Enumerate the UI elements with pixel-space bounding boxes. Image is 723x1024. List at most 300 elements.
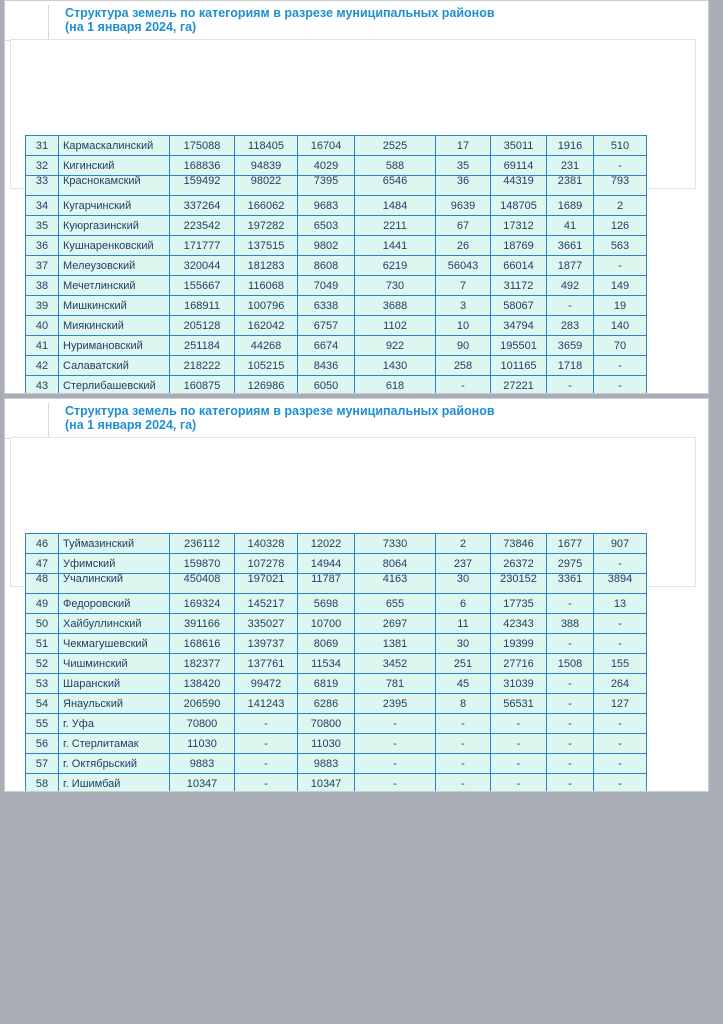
value-cell: 162042 <box>235 316 298 336</box>
value-cell: 320044 <box>170 256 235 276</box>
value-cell: 42343 <box>491 614 547 634</box>
value-cell: 8069 <box>298 634 355 654</box>
value-cell: 140328 <box>235 534 298 554</box>
value-cell: 2 <box>594 196 647 216</box>
value-cell: 4029 <box>298 156 355 176</box>
district-name-cell: Шаранский <box>59 674 170 694</box>
value-cell: 11 <box>436 614 491 634</box>
value-cell: 205128 <box>170 316 235 336</box>
value-cell: 907 <box>594 534 647 554</box>
value-cell: 6219 <box>355 256 436 276</box>
value-cell: 31172 <box>491 276 547 296</box>
value-cell: - <box>491 714 547 734</box>
value-cell: 7 <box>436 276 491 296</box>
value-cell: 6674 <box>298 336 355 356</box>
district-name-cell: Миякинский <box>59 316 170 336</box>
district-name-cell: г. Стерлитамак <box>59 734 170 754</box>
value-cell: 218222 <box>170 356 235 376</box>
slide-title <box>65 6 495 34</box>
value-cell: - <box>594 634 647 654</box>
value-cell: 655 <box>355 594 436 614</box>
value-cell: - <box>547 694 594 714</box>
table-row <box>26 196 647 216</box>
value-cell: 105215 <box>235 356 298 376</box>
district-name-cell: Стерлибашевский <box>59 376 170 395</box>
slide-corner-box <box>5 403 49 439</box>
row-number-cell: 32 <box>26 156 59 176</box>
value-cell: 140 <box>594 316 647 336</box>
land-table-wrap <box>25 135 647 394</box>
value-cell: 264 <box>594 674 647 694</box>
value-cell: 6286 <box>298 694 355 714</box>
district-name-cell: Куюргазинский <box>59 216 170 236</box>
value-cell: 67 <box>436 216 491 236</box>
value-cell: 781 <box>355 674 436 694</box>
value-cell: 100796 <box>235 296 298 316</box>
value-cell: 2395 <box>355 694 436 714</box>
value-cell: - <box>547 634 594 654</box>
value-cell: 5698 <box>298 594 355 614</box>
value-cell: 10347 <box>298 774 355 793</box>
value-cell: 137515 <box>235 236 298 256</box>
value-cell: 3688 <box>355 296 436 316</box>
value-cell: 922 <box>355 336 436 356</box>
value-cell: - <box>355 714 436 734</box>
value-cell: - <box>436 774 491 793</box>
district-name-cell: Кушнаренковский <box>59 236 170 256</box>
value-cell: 6 <box>436 594 491 614</box>
value-cell: 11534 <box>298 654 355 674</box>
value-cell: 1102 <box>355 316 436 336</box>
row-number-cell: 42 <box>26 356 59 376</box>
land-table-wrap <box>25 533 647 792</box>
table-row <box>26 256 647 276</box>
value-cell: 45 <box>436 674 491 694</box>
value-cell: 27716 <box>491 654 547 674</box>
value-cell: 1441 <box>355 236 436 256</box>
table-row <box>26 634 647 654</box>
row-number-cell: 37 <box>26 256 59 276</box>
value-cell: 2211 <box>355 216 436 236</box>
value-cell: - <box>594 614 647 634</box>
value-cell: - <box>436 376 491 395</box>
value-cell: 141243 <box>235 694 298 714</box>
land-table <box>25 533 647 792</box>
value-cell: 139737 <box>235 634 298 654</box>
value-cell: 19399 <box>491 634 547 654</box>
row-number-cell: 49 <box>26 594 59 614</box>
value-cell: 101165 <box>491 356 547 376</box>
row-number-cell: 58 <box>26 774 59 793</box>
value-cell: 10347 <box>170 774 235 793</box>
value-cell: 11030 <box>298 734 355 754</box>
row-number-cell: 31 <box>26 136 59 156</box>
value-cell: 159870 <box>170 554 235 574</box>
row-number-cell: 55 <box>26 714 59 734</box>
value-cell: 70 <box>594 336 647 356</box>
value-cell: 166062 <box>235 196 298 216</box>
value-cell: 181283 <box>235 256 298 276</box>
value-cell: 7049 <box>298 276 355 296</box>
value-cell: 138420 <box>170 674 235 694</box>
value-cell: 168616 <box>170 634 235 654</box>
value-cell: 588 <box>355 156 436 176</box>
slide-2 <box>4 398 709 792</box>
value-cell: 27221 <box>491 376 547 395</box>
district-name-cell: Янаульский <box>59 694 170 714</box>
slide-corner-box <box>5 5 49 41</box>
district-name-cell: Кармаскалинский <box>59 136 170 156</box>
row-number-cell: 35 <box>26 216 59 236</box>
value-cell: 17312 <box>491 216 547 236</box>
value-cell: 251 <box>436 654 491 674</box>
value-cell: 9639 <box>436 196 491 216</box>
value-cell: 17735 <box>491 594 547 614</box>
district-name-cell: Чишминский <box>59 654 170 674</box>
value-cell: 30 <box>436 574 491 594</box>
value-cell: 388 <box>547 614 594 634</box>
table-row <box>26 734 647 754</box>
value-cell: 137761 <box>235 654 298 674</box>
row-number-cell: 50 <box>26 614 59 634</box>
value-cell: 126 <box>594 216 647 236</box>
value-cell: 145217 <box>235 594 298 614</box>
value-cell: 6338 <box>298 296 355 316</box>
district-name-cell: г. Ишимбай <box>59 774 170 793</box>
value-cell: 2381 <box>547 176 594 196</box>
row-number-cell: 52 <box>26 654 59 674</box>
row-number-cell: 34 <box>26 196 59 216</box>
value-cell: - <box>436 754 491 774</box>
value-cell: 148705 <box>491 196 547 216</box>
table-row <box>26 714 647 734</box>
title-line-2: (на 1 января 2024, га) <box>65 418 197 432</box>
table-row <box>26 236 647 256</box>
district-name-cell: г. Октябрьский <box>59 754 170 774</box>
value-cell: 4163 <box>355 574 436 594</box>
district-name-cell: Салаватский <box>59 356 170 376</box>
value-cell: 116068 <box>235 276 298 296</box>
value-cell: 450408 <box>170 574 235 594</box>
value-cell: 90 <box>436 336 491 356</box>
value-cell: 223542 <box>170 216 235 236</box>
value-cell: 258 <box>436 356 491 376</box>
value-cell: 197021 <box>235 574 298 594</box>
value-cell: 155667 <box>170 276 235 296</box>
row-number-cell: 54 <box>26 694 59 714</box>
value-cell: 41 <box>547 216 594 236</box>
value-cell: 3361 <box>547 574 594 594</box>
value-cell: 11787 <box>298 574 355 594</box>
value-cell: 1430 <box>355 356 436 376</box>
value-cell: - <box>594 156 647 176</box>
value-cell: 1689 <box>547 196 594 216</box>
value-cell: - <box>491 734 547 754</box>
value-cell: - <box>355 754 436 774</box>
row-number-cell: 57 <box>26 754 59 774</box>
value-cell: 155 <box>594 654 647 674</box>
value-cell: - <box>594 734 647 754</box>
value-cell: 44268 <box>235 336 298 356</box>
value-cell: 168911 <box>170 296 235 316</box>
table-row <box>26 376 647 395</box>
value-cell: 391166 <box>170 614 235 634</box>
value-cell: 18769 <box>491 236 547 256</box>
value-cell: 1484 <box>355 196 436 216</box>
value-cell: 8 <box>436 694 491 714</box>
title-line-1: Структура земель по категориям в разрезе муниципальных районов <box>65 6 495 20</box>
value-cell: 251184 <box>170 336 235 356</box>
table-row <box>26 594 647 614</box>
value-cell: 231 <box>547 156 594 176</box>
value-cell: 6050 <box>298 376 355 395</box>
value-cell: 9683 <box>298 196 355 216</box>
value-cell: 9802 <box>298 236 355 256</box>
value-cell: 169324 <box>170 594 235 614</box>
value-cell: 94839 <box>235 156 298 176</box>
table-row <box>26 296 647 316</box>
district-name-cell: Кигинский <box>59 156 170 176</box>
table-row <box>26 136 647 156</box>
value-cell: - <box>491 774 547 793</box>
value-cell: - <box>547 774 594 793</box>
table-row <box>26 774 647 793</box>
value-cell: 107278 <box>235 554 298 574</box>
value-cell: - <box>547 376 594 395</box>
table-row <box>26 156 647 176</box>
value-cell: - <box>594 754 647 774</box>
table-row <box>26 336 647 356</box>
value-cell: - <box>235 754 298 774</box>
row-number-cell: 38 <box>26 276 59 296</box>
table-row <box>26 754 647 774</box>
value-cell: 13 <box>594 594 647 614</box>
district-name-cell: Мишкинский <box>59 296 170 316</box>
value-cell: 492 <box>547 276 594 296</box>
table-row <box>26 614 647 634</box>
land-table <box>25 135 647 394</box>
row-number-cell: 53 <box>26 674 59 694</box>
value-cell: 9883 <box>298 754 355 774</box>
value-cell: 70800 <box>170 714 235 734</box>
value-cell: 3 <box>436 296 491 316</box>
value-cell: 236112 <box>170 534 235 554</box>
value-cell: - <box>235 714 298 734</box>
value-cell: 1877 <box>547 256 594 276</box>
row-number-cell: 43 <box>26 376 59 395</box>
table-row <box>26 694 647 714</box>
value-cell: - <box>594 554 647 574</box>
value-cell: 160875 <box>170 376 235 395</box>
row-number-cell: 39 <box>26 296 59 316</box>
value-cell: 2 <box>436 534 491 554</box>
value-cell: 1718 <box>547 356 594 376</box>
value-cell: 34794 <box>491 316 547 336</box>
value-cell: 10700 <box>298 614 355 634</box>
value-cell: - <box>436 734 491 754</box>
value-cell: 8064 <box>355 554 436 574</box>
row-number-cell: 36 <box>26 236 59 256</box>
value-cell: 197282 <box>235 216 298 236</box>
value-cell: 127 <box>594 694 647 714</box>
table-row <box>26 176 647 196</box>
value-cell: 6503 <box>298 216 355 236</box>
value-cell: 182377 <box>170 654 235 674</box>
value-cell: 206590 <box>170 694 235 714</box>
table-row <box>26 674 647 694</box>
title-line-2: (на 1 января 2024, га) <box>65 20 197 34</box>
value-cell: 118405 <box>235 136 298 156</box>
value-cell: - <box>355 734 436 754</box>
row-number-cell: 51 <box>26 634 59 654</box>
value-cell: 2525 <box>355 136 436 156</box>
value-cell: 159492 <box>170 176 235 196</box>
value-cell: - <box>547 674 594 694</box>
value-cell: 1916 <box>547 136 594 156</box>
row-number-cell: 41 <box>26 336 59 356</box>
value-cell: 337264 <box>170 196 235 216</box>
value-cell: 70800 <box>298 714 355 734</box>
value-cell: - <box>235 734 298 754</box>
value-cell: 175088 <box>170 136 235 156</box>
value-cell: 16704 <box>298 136 355 156</box>
value-cell: 168836 <box>170 156 235 176</box>
value-cell: 149 <box>594 276 647 296</box>
value-cell: 6546 <box>355 176 436 196</box>
value-cell: 98022 <box>235 176 298 196</box>
table-row <box>26 356 647 376</box>
district-name-cell: Федоровский <box>59 594 170 614</box>
value-cell: 563 <box>594 236 647 256</box>
table-row <box>26 574 647 594</box>
district-name-cell: Нуримановский <box>59 336 170 356</box>
row-number-cell: 40 <box>26 316 59 336</box>
value-cell: 1677 <box>547 534 594 554</box>
value-cell: 44319 <box>491 176 547 196</box>
value-cell: - <box>547 714 594 734</box>
value-cell: 17 <box>436 136 491 156</box>
table-row <box>26 554 647 574</box>
value-cell: 26 <box>436 236 491 256</box>
table-row <box>26 316 647 336</box>
value-cell: 56531 <box>491 694 547 714</box>
slide-1 <box>4 0 709 394</box>
table-row <box>26 216 647 236</box>
table-row <box>26 654 647 674</box>
value-cell: 6757 <box>298 316 355 336</box>
value-cell: 3894 <box>594 574 647 594</box>
value-cell: 618 <box>355 376 436 395</box>
value-cell: 1508 <box>547 654 594 674</box>
value-cell: 7395 <box>298 176 355 196</box>
value-cell: 35 <box>436 156 491 176</box>
value-cell: - <box>491 754 547 774</box>
value-cell: 7330 <box>355 534 436 554</box>
value-cell: 69114 <box>491 156 547 176</box>
value-cell: 11030 <box>170 734 235 754</box>
value-cell: 6819 <box>298 674 355 694</box>
value-cell: 30 <box>436 634 491 654</box>
value-cell: 793 <box>594 176 647 196</box>
district-name-cell: Мечетлинский <box>59 276 170 296</box>
value-cell: 510 <box>594 136 647 156</box>
row-number-cell: 48 <box>26 574 59 594</box>
value-cell: 2697 <box>355 614 436 634</box>
district-name-cell: Кугарчинский <box>59 196 170 216</box>
district-name-cell: г. Уфа <box>59 714 170 734</box>
district-name-cell: Учалинский <box>59 574 170 594</box>
value-cell: 3452 <box>355 654 436 674</box>
value-cell: 56043 <box>436 256 491 276</box>
value-cell: - <box>594 256 647 276</box>
value-cell: 19 <box>594 296 647 316</box>
value-cell: 230152 <box>491 574 547 594</box>
title-line-1: Структура земель по категориям в разрезе муниципальных районов <box>65 404 495 418</box>
value-cell: 126986 <box>235 376 298 395</box>
district-name-cell: Хайбуллинский <box>59 614 170 634</box>
value-cell: - <box>547 754 594 774</box>
table-row <box>26 534 647 554</box>
district-name-cell: Уфимский <box>59 554 170 574</box>
row-number-cell: 56 <box>26 734 59 754</box>
row-number-cell: 33 <box>26 176 59 196</box>
value-cell: - <box>594 376 647 395</box>
value-cell: 283 <box>547 316 594 336</box>
value-cell: 58067 <box>491 296 547 316</box>
value-cell: - <box>547 734 594 754</box>
value-cell: 14944 <box>298 554 355 574</box>
value-cell: - <box>594 356 647 376</box>
value-cell: - <box>547 296 594 316</box>
slide-title <box>65 404 495 432</box>
value-cell: 730 <box>355 276 436 296</box>
value-cell: 26372 <box>491 554 547 574</box>
value-cell: 171777 <box>170 236 235 256</box>
row-number-cell: 46 <box>26 534 59 554</box>
district-name-cell: Мелеузовский <box>59 256 170 276</box>
value-cell: 8608 <box>298 256 355 276</box>
value-cell: 99472 <box>235 674 298 694</box>
district-name-cell: Чекмагушевский <box>59 634 170 654</box>
value-cell: 9883 <box>170 754 235 774</box>
value-cell: 73846 <box>491 534 547 554</box>
value-cell: 35011 <box>491 136 547 156</box>
value-cell: 12022 <box>298 534 355 554</box>
value-cell: 36 <box>436 176 491 196</box>
value-cell: 3661 <box>547 236 594 256</box>
value-cell: - <box>547 594 594 614</box>
value-cell: 1381 <box>355 634 436 654</box>
district-name-cell: Туймазинский <box>59 534 170 554</box>
value-cell: 8436 <box>298 356 355 376</box>
value-cell: 66014 <box>491 256 547 276</box>
value-cell: 2975 <box>547 554 594 574</box>
value-cell: 195501 <box>491 336 547 356</box>
value-cell: 10 <box>436 316 491 336</box>
value-cell: 3659 <box>547 336 594 356</box>
value-cell: - <box>355 774 436 793</box>
value-cell: 237 <box>436 554 491 574</box>
value-cell: 31039 <box>491 674 547 694</box>
value-cell: - <box>235 774 298 793</box>
value-cell: 335027 <box>235 614 298 634</box>
value-cell: - <box>594 714 647 734</box>
district-name-cell: Краснокамский <box>59 176 170 196</box>
table-row <box>26 276 647 296</box>
row-number-cell: 47 <box>26 554 59 574</box>
value-cell: - <box>436 714 491 734</box>
value-cell: - <box>594 774 647 793</box>
